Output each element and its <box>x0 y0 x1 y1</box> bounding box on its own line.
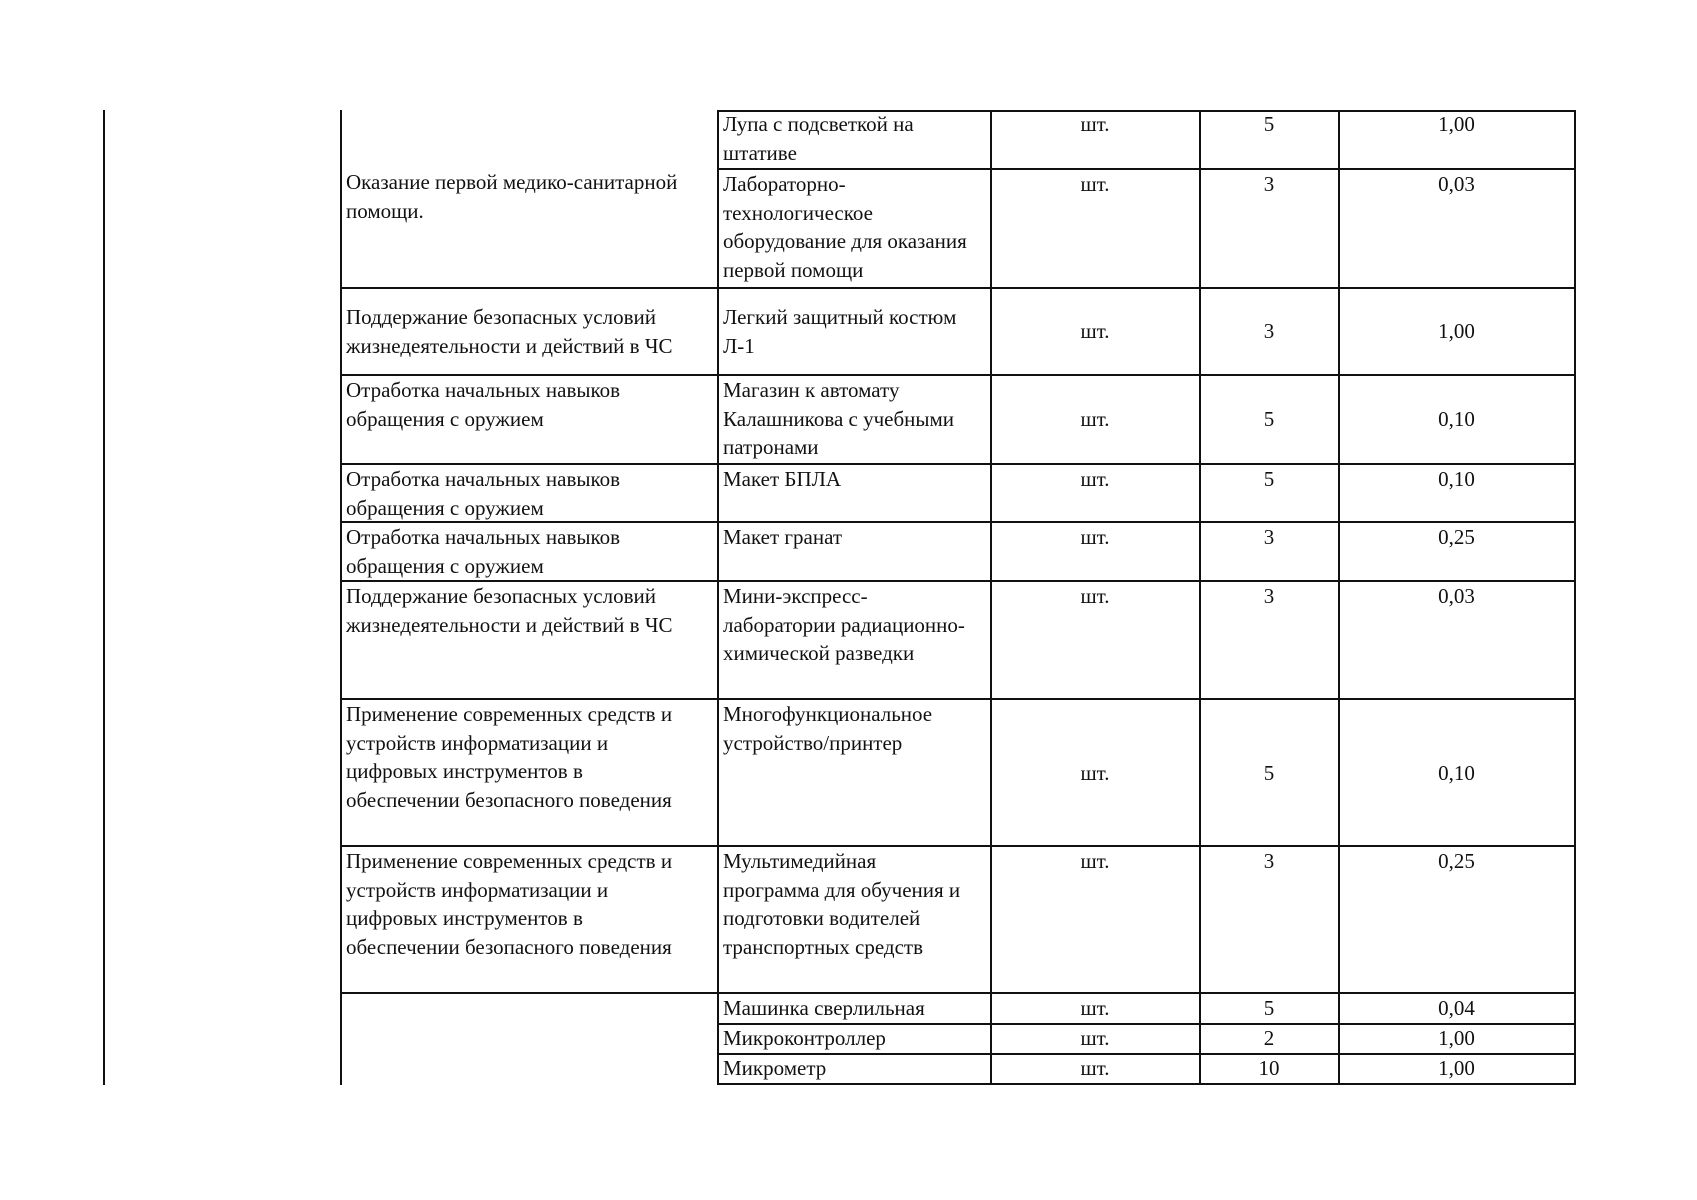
item-cell: Машинка сверлильная <box>723 996 925 1020</box>
unit-cell: шт. <box>1080 467 1110 491</box>
coef-cell: 0,03 <box>1438 172 1475 196</box>
qty-cell: 5 <box>1263 112 1275 136</box>
unit-cell: шт. <box>1080 172 1110 196</box>
section-cell: Поддержание безопасных условий жизнедеятельности и действий в ЧС <box>346 584 673 637</box>
qty-cell: 2 <box>1263 1026 1275 1050</box>
section-cell: Применение современных средств и устройств информатизации и цифровых инструментов в обеспечении безопасного поведения <box>346 849 673 959</box>
item-cell: Макет БПЛА <box>723 467 842 491</box>
unit-cell: шт. <box>1080 1056 1110 1080</box>
coef-cell: 1,00 <box>1438 1026 1475 1050</box>
section-cell: Отработка начальных навыков обращения с оружием <box>346 467 621 520</box>
item-cell: Микрометр <box>723 1056 827 1080</box>
section-cell: Применение современных средств и устройств информатизации и цифровых инструментов в обеспечении безопасного поведения <box>346 702 673 812</box>
unit-cell: шт. <box>1080 319 1110 343</box>
item-cell: Микроконтроллер <box>723 1026 886 1050</box>
section-cell: Поддержание безопасных условий жизнедеятельности и действий в ЧС <box>346 305 673 358</box>
outer-left-vertical-line <box>103 110 105 1085</box>
item-cell: Макет гранат <box>723 525 843 549</box>
section-cell: Отработка начальных навыков обращения с оружием <box>346 525 621 578</box>
item-cell: Магазин к автомату Калашникова с учебными патронами <box>723 378 955 459</box>
coef-cell: 0,25 <box>1438 849 1475 873</box>
coef-cell: 0,10 <box>1438 407 1475 431</box>
qty-cell: 3 <box>1263 584 1275 608</box>
coef-cell: 1,00 <box>1438 319 1475 343</box>
row-divider-2 <box>340 287 1576 289</box>
item-cell: Легкий защитный костюм Л-1 <box>723 305 957 358</box>
qty-cell: 5 <box>1263 996 1275 1020</box>
unit-cell: шт. <box>1080 1026 1110 1050</box>
qty-cell: 5 <box>1263 407 1275 431</box>
coef-cell: 1,00 <box>1438 112 1475 136</box>
unit-cell: шт. <box>1080 584 1110 608</box>
unit-cell: шт. <box>1080 525 1110 549</box>
coef-cell: 0,10 <box>1438 467 1475 491</box>
qty-cell: 3 <box>1263 525 1275 549</box>
unit-cell: шт. <box>1080 407 1110 431</box>
coef-cell: 0,10 <box>1438 761 1475 785</box>
unit-cell: шт. <box>1080 996 1110 1020</box>
section-cell: Отработка начальных навыков обращения с оружием <box>346 378 621 431</box>
unit-cell: шт. <box>1080 112 1110 136</box>
coef-cell: 0,04 <box>1438 996 1475 1020</box>
unit-cell: шт. <box>1080 849 1110 873</box>
table-right-line <box>1574 110 1576 1085</box>
coef-cell: 0,25 <box>1438 525 1475 549</box>
qty-cell: 10 <box>1258 1056 1280 1080</box>
unit-cell: шт. <box>1080 761 1110 785</box>
section-cell: Оказание первой медико-санитарной помощи. <box>346 170 678 223</box>
item-cell: Лупа с подсветкой на штативе <box>723 112 914 165</box>
item-cell: Мини-экспресс- лаборатории радиационно- химической разведки <box>723 584 965 665</box>
qty-cell: 3 <box>1263 319 1275 343</box>
coef-cell: 0,03 <box>1438 584 1475 608</box>
coef-cell: 1,00 <box>1438 1056 1475 1080</box>
qty-cell: 3 <box>1263 849 1275 873</box>
item-cell: Многофункциональное устройство/принтер <box>723 702 933 755</box>
item-cell: Лабораторно- технологическое оборудование для оказания первой помощи <box>723 172 967 282</box>
item-cell: Мультимедийная программа для обучения и подготовки водителей транспортных средств <box>723 849 961 959</box>
table-bottom-line <box>717 1083 1576 1085</box>
qty-cell: 5 <box>1263 761 1275 785</box>
qty-cell: 5 <box>1263 467 1275 491</box>
qty-cell: 3 <box>1263 172 1275 196</box>
